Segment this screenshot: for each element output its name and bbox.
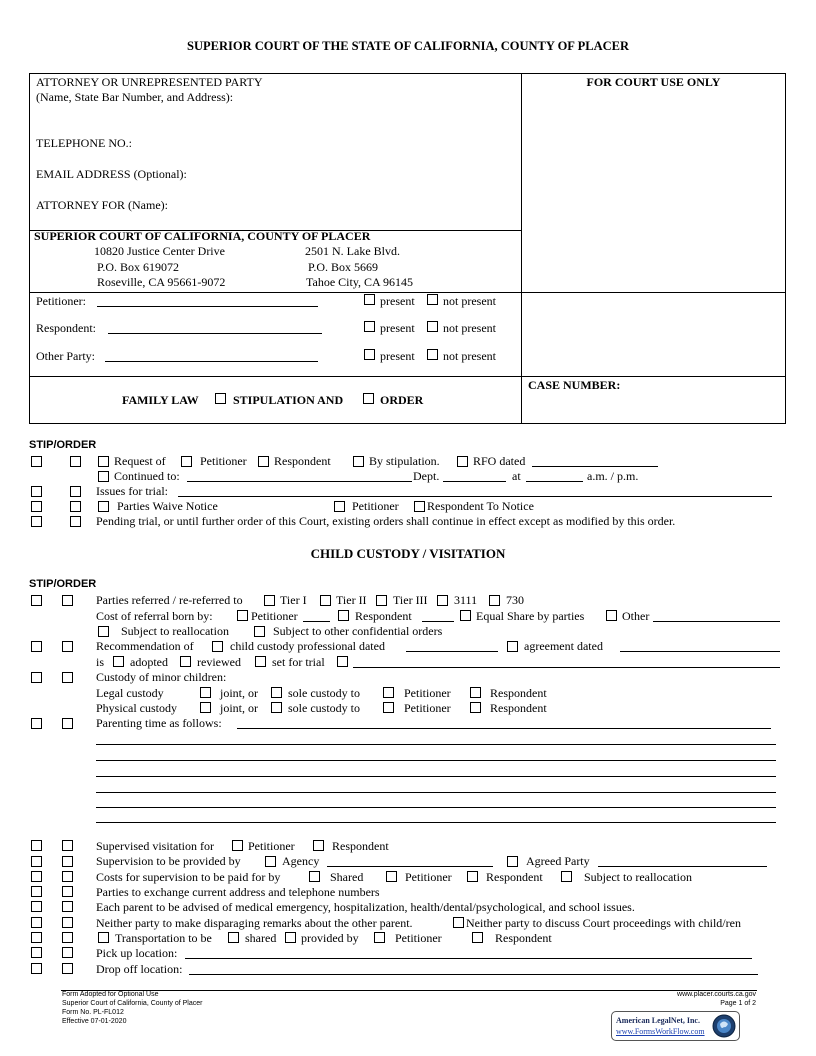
respondent-notice-checkbox[interactable] [414, 501, 425, 512]
legal-joint-label: joint, or [220, 686, 258, 700]
costs-respondent-checkbox[interactable] [467, 871, 478, 882]
transport-shared-label: shared [245, 931, 277, 945]
n730-checkbox[interactable] [489, 595, 500, 606]
footer-line-2: Superior Court of California, County of Placer [62, 1000, 203, 1007]
recommendation-other-checkbox[interactable] [337, 656, 348, 667]
subject-realloc-checkbox[interactable] [98, 626, 109, 637]
tier1-checkbox[interactable] [264, 595, 275, 606]
continued-checkbox[interactable] [98, 471, 109, 482]
stip-checkbox[interactable] [31, 672, 42, 683]
physical-joint-label: joint, or [220, 701, 258, 715]
legal-custody-label: Legal custody [96, 686, 164, 700]
tier3-checkbox[interactable] [376, 595, 387, 606]
physical-custody-label: Physical custody [96, 701, 177, 715]
court-left-line-2: P.O. Box 619072 [97, 260, 180, 274]
not-present-label: not present [443, 294, 496, 308]
header-box-right [785, 73, 786, 423]
physical-sole-checkbox[interactable] [271, 702, 282, 713]
reviewed-checkbox[interactable] [180, 656, 191, 667]
issues-label: Issues for trial: [96, 484, 168, 498]
tier2-label: Tier II [336, 593, 367, 607]
pickup-field[interactable] [185, 958, 752, 959]
agreement-label: agreement dated [524, 639, 603, 653]
pending-trial-text: Pending trial, or until further order of this Court, existing orders shall continue in effect except as modified by this order. [96, 514, 676, 528]
dropoff-field[interactable] [189, 974, 758, 975]
agency-label: Agency [282, 854, 320, 868]
other-not-present-checkbox[interactable] [427, 349, 438, 360]
header-box-bottom [29, 423, 786, 424]
exchange-text: Parties to exchange current address and telephone numbers [96, 885, 380, 899]
advised-text: Each parent to be advised of medical emergency, hospitalization, health/dental/psychological, and school issues. [96, 900, 635, 914]
court-title: SUPERIOR COURT OF THE STATE OF CALIFORNIA, COUNTY OF PLACER [187, 39, 629, 53]
court-left-line-1: 10820 Justice Center Drive [94, 244, 225, 258]
agreement-checkbox[interactable] [507, 641, 518, 652]
footer-line-1: Form Adopted for Optional Use [62, 991, 159, 998]
legal-petitioner-checkbox[interactable] [383, 687, 394, 698]
stip-order-heading: STIP/ORDER [29, 439, 97, 451]
transport-shared-checkbox[interactable] [228, 932, 239, 943]
stip-checkbox[interactable] [31, 641, 42, 652]
subject-conf-label: Subject to other confidential orders [273, 624, 443, 638]
stip-order-heading: STIP/ORDER [29, 578, 97, 590]
cost-petitioner-field[interactable] [303, 621, 330, 622]
parenting-line[interactable] [96, 760, 776, 761]
order-col-checkbox[interactable] [62, 595, 73, 606]
n730-label: 730 [506, 593, 524, 607]
publisher-logo-box[interactable] [611, 1011, 740, 1041]
order-col-checkbox[interactable] [70, 456, 81, 467]
cost-other-label: Other [622, 609, 650, 623]
recommendation-other-field[interactable] [353, 667, 780, 668]
footer-line-3: Form No. PL-FL012 [62, 1009, 124, 1016]
costs-shared-checkbox[interactable] [309, 871, 320, 882]
physical-respondent-label: Respondent [490, 701, 547, 715]
respondent-not-present-checkbox[interactable] [427, 321, 438, 332]
request-of-label: Request of [114, 454, 166, 468]
waive-notice-checkbox[interactable] [98, 501, 109, 512]
rfo-dated-checkbox[interactable] [457, 456, 468, 467]
parenting-field[interactable] [237, 728, 771, 729]
transport-petitioner-label: Petitioner [395, 931, 442, 945]
court-left-line-3: Roseville, CA 95661-9072 [97, 275, 226, 289]
tier2-checkbox[interactable] [320, 595, 331, 606]
legal-respondent-label: Respondent [490, 686, 547, 700]
not-present-label: not present [443, 349, 496, 363]
respondent-label: Respondent: [36, 321, 96, 335]
by-stipulation-label: By stipulation. [369, 454, 440, 468]
court-block-title: SUPERIOR COURT OF CALIFORNIA, COUNTY OF PLACER [34, 229, 371, 243]
issues-field[interactable] [178, 496, 772, 497]
present-label: present [380, 349, 415, 363]
cost-respondent-field[interactable] [422, 621, 454, 622]
publisher-name: American LegalNet, Inc. [616, 1016, 700, 1025]
stip-checkbox[interactable] [31, 486, 42, 497]
supervised-petitioner-checkbox[interactable] [232, 840, 243, 851]
respondent-present-checkbox[interactable] [364, 321, 375, 332]
court-right-line-2: P.O. Box 5669 [308, 260, 379, 274]
set-trial-label: set for trial [272, 655, 325, 669]
set-trial-checkbox[interactable] [255, 656, 266, 667]
request-of-checkbox[interactable] [98, 456, 109, 467]
stip-checkbox[interactable] [31, 871, 42, 882]
order-col-checkbox[interactable] [62, 871, 73, 882]
case-number-label: CASE NUMBER: [528, 378, 621, 392]
continued-label: Continued to: [114, 469, 180, 483]
other-party-field[interactable] [105, 361, 318, 362]
petitioner-not-present-checkbox[interactable] [427, 294, 438, 305]
cost-referral-label: Cost of referral born by: [96, 609, 213, 623]
discuss-checkbox[interactable] [453, 917, 464, 928]
costs-petitioner-checkbox[interactable] [386, 871, 397, 882]
legal-respondent-checkbox[interactable] [470, 687, 481, 698]
physical-petitioner-checkbox[interactable] [383, 702, 394, 713]
order-col-checkbox[interactable] [62, 672, 73, 683]
custody-minor-label: Custody of minor children: [96, 670, 227, 684]
court-right-line-3: Tahoe City, CA 96145 [306, 275, 414, 289]
transport-respondent-checkbox[interactable] [472, 932, 483, 943]
cost-other-checkbox[interactable] [606, 610, 617, 621]
legal-petitioner-label: Petitioner [404, 686, 451, 700]
stip-checkbox[interactable] [31, 595, 42, 606]
telephone-label: TELEPHONE NO.: [36, 136, 132, 150]
adopted-checkbox[interactable] [113, 656, 124, 667]
order-col-checkbox[interactable] [70, 486, 81, 497]
cost-respondent-label: Respondent [355, 609, 412, 623]
petitioner-label: Petitioner: [36, 294, 86, 308]
at-label: at [512, 469, 521, 483]
form-title-family-law: FAMILY LAW [122, 393, 199, 407]
reviewed-label: reviewed [197, 655, 241, 669]
section-title: CHILD CUSTODY / VISITATION [310, 546, 506, 561]
agreed-party-checkbox[interactable] [507, 856, 518, 867]
provided-by-checkbox[interactable] [285, 932, 296, 943]
order-col-checkbox[interactable] [62, 932, 73, 943]
recommendation-label: Recommendation of [96, 639, 194, 653]
respondent-notice-label: Respondent To Notice [427, 499, 534, 513]
request-respondent-label: Respondent [274, 454, 331, 468]
ampm-label: a.m. / p.m. [587, 469, 639, 483]
rfo-date-field[interactable] [532, 466, 658, 467]
order-col-checkbox[interactable] [62, 718, 73, 729]
request-petitioner-checkbox[interactable] [181, 456, 192, 467]
stip-checkbox[interactable] [31, 901, 42, 912]
cost-petitioner-label: Petitioner [251, 609, 298, 623]
request-petitioner-label: Petitioner [200, 454, 247, 468]
discuss-text: Neither party to discuss Court proceedings with child/ren [466, 916, 741, 930]
dropoff-label: Drop off location: [96, 962, 183, 976]
legal-joint-checkbox[interactable] [200, 687, 211, 698]
cost-other-field[interactable] [653, 621, 780, 622]
order-col-checkbox[interactable] [70, 516, 81, 527]
parties-divider-top [29, 292, 786, 293]
waive-notice-label: Parties Waive Notice [117, 499, 218, 513]
legal-sole-label: sole custody to [288, 686, 360, 700]
provided-by-label: provided by [301, 931, 359, 945]
globe-icon [712, 1014, 736, 1038]
costs-petitioner-label: Petitioner [405, 870, 452, 884]
subject-realloc-label: Subject to reallocation [121, 624, 229, 638]
supervised-petitioner-label: Petitioner [248, 839, 295, 853]
stipulation-checkbox[interactable] [215, 393, 226, 404]
costs-by-label: Costs for supervision to be paid for by [96, 870, 281, 884]
request-respondent-checkbox[interactable] [258, 456, 269, 467]
physical-sole-label: sole custody to [288, 701, 360, 715]
adopted-label: adopted [130, 655, 168, 669]
petitioner-present-checkbox[interactable] [364, 294, 375, 305]
form-title-stipulation: STIPULATION AND [233, 393, 344, 407]
stip-checkbox[interactable] [31, 856, 42, 867]
footer-line-4: Effective 07-01-2020 [62, 1018, 127, 1025]
costs-respondent-label: Respondent [486, 870, 543, 884]
time-field[interactable] [526, 481, 583, 482]
header-box-top [29, 73, 786, 74]
present-label: present [380, 321, 415, 335]
n3111-checkbox[interactable] [437, 595, 448, 606]
legal-sole-checkbox[interactable] [271, 687, 282, 698]
transport-label: Transportation to be [115, 931, 212, 945]
cost-petitioner-checkbox[interactable] [237, 610, 248, 621]
dept-label: Dept. [413, 469, 440, 483]
not-present-label: not present [443, 321, 496, 335]
physical-joint-checkbox[interactable] [200, 702, 211, 713]
attorney-sub: (Name, State Bar Number, and Address): [36, 90, 234, 104]
supervision-by-label: Supervision to be provided by [96, 854, 241, 868]
physical-petitioner-label: Petitioner [404, 701, 451, 715]
transport-respondent-label: Respondent [495, 931, 552, 945]
stip-checkbox[interactable] [31, 932, 42, 943]
parenting-line[interactable] [96, 792, 776, 793]
order-col-checkbox[interactable] [62, 917, 73, 928]
stip-checkbox[interactable] [31, 963, 42, 974]
tier3-label: Tier III [393, 593, 428, 607]
supervised-respondent-checkbox[interactable] [313, 840, 324, 851]
respondent-field[interactable] [108, 333, 322, 334]
by-stipulation-checkbox[interactable] [353, 456, 364, 467]
stip-checkbox[interactable] [31, 718, 42, 729]
order-col-checkbox[interactable] [62, 840, 73, 851]
dept-field[interactable] [443, 481, 506, 482]
disparaging-text: Neither party to make disparaging remarks about the other parent. [96, 916, 413, 930]
equal-share-checkbox[interactable] [460, 610, 471, 621]
n3111-label: 3111 [454, 593, 478, 607]
order-col-checkbox[interactable] [62, 886, 73, 897]
form-title-order: ORDER [380, 393, 424, 407]
tier1-label: Tier I [280, 593, 307, 607]
agency-field[interactable] [327, 866, 493, 867]
cost-respondent-checkbox[interactable] [338, 610, 349, 621]
agreed-party-label: Agreed Party [526, 854, 590, 868]
order-col-checkbox[interactable] [62, 641, 73, 652]
transport-petitioner-checkbox[interactable] [374, 932, 385, 943]
present-label: present [380, 294, 415, 308]
ccp-date-field[interactable] [406, 651, 498, 652]
continued-date-field[interactable] [187, 481, 412, 482]
stip-checkbox[interactable] [31, 516, 42, 527]
physical-respondent-checkbox[interactable] [470, 702, 481, 713]
header-box-left [29, 73, 30, 423]
stip-checkbox[interactable] [31, 456, 42, 467]
attorney-for-label: ATTORNEY FOR (Name): [36, 198, 168, 212]
court-use-label: FOR COURT USE ONLY [586, 75, 721, 89]
costs-realloc-label: Subject to reallocation [584, 870, 692, 884]
stip-checkbox[interactable] [31, 947, 42, 958]
footer-website[interactable]: www.placer.courts.ca.gov [677, 991, 756, 998]
ccp-checkbox[interactable] [212, 641, 223, 652]
supervised-respondent-label: Respondent [332, 839, 389, 853]
order-col-checkbox[interactable] [70, 501, 81, 512]
transport-checkbox[interactable] [98, 932, 109, 943]
attorney-heading: ATTORNEY OR UNREPRESENTED PARTY [36, 75, 263, 89]
other-present-checkbox[interactable] [364, 349, 375, 360]
referred-label: Parties referred / re-referred to [96, 593, 243, 607]
parenting-line[interactable] [96, 744, 776, 745]
costs-realloc-checkbox[interactable] [561, 871, 572, 882]
petitioner-field[interactable] [97, 306, 318, 307]
agreed-party-field[interactable] [598, 866, 767, 867]
notice-petitioner-checkbox[interactable] [334, 501, 345, 512]
order-col-checkbox[interactable] [62, 963, 73, 974]
order-checkbox[interactable] [363, 393, 374, 404]
stip-checkbox[interactable] [31, 840, 42, 851]
footer-page: Page 1 of 2 [720, 1000, 756, 1007]
parenting-line[interactable] [96, 822, 776, 823]
stip-checkbox[interactable] [31, 886, 42, 897]
notice-petitioner-label: Petitioner [352, 499, 399, 513]
agency-checkbox[interactable] [265, 856, 276, 867]
order-col-checkbox[interactable] [62, 856, 73, 867]
stip-checkbox[interactable] [31, 501, 42, 512]
parenting-line[interactable] [96, 776, 776, 777]
costs-shared-label: Shared [330, 870, 364, 884]
stip-checkbox[interactable] [31, 917, 42, 928]
parenting-time-label: Parenting time as follows: [96, 716, 222, 730]
supervised-label: Supervised visitation for [96, 839, 214, 853]
pickup-label: Pick up location: [96, 946, 178, 960]
court-right-line-1: 2501 N. Lake Blvd. [305, 244, 400, 258]
other-party-label: Other Party: [36, 349, 95, 363]
rfo-dated-label: RFO dated [473, 454, 526, 468]
agreement-date-field[interactable] [620, 651, 780, 652]
parties-divider-bottom [29, 376, 786, 377]
subject-conf-checkbox[interactable] [254, 626, 265, 637]
publisher-url[interactable]: www.FormsWorkFlow.com [616, 1027, 705, 1036]
header-box-divider [521, 73, 522, 423]
is-label: is [96, 655, 105, 669]
order-col-checkbox[interactable] [62, 901, 73, 912]
ccp-label: child custody professional dated [230, 639, 385, 653]
parenting-line[interactable] [96, 807, 776, 808]
order-col-checkbox[interactable] [62, 947, 73, 958]
equal-share-label: Equal Share by parties [476, 609, 585, 623]
email-label: EMAIL ADDRESS (Optional): [36, 167, 187, 181]
